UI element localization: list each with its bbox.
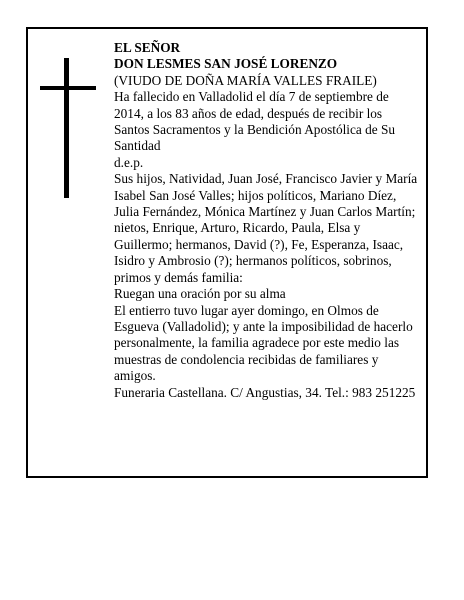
prayer-request: Ruegan una oración por su alma: [114, 286, 286, 302]
widower-of: (VIUDO DE DOÑA MARÍA VALLES FRAILE): [114, 72, 377, 88]
burial-note: El entierro tuvo lugar ayer domingo, en Olmos de Esgueva (Valladolid); y ante la imposibilidad de hacerlo personalmente, la familia agradece por este medio las muestras de condolencia recibidas de familiares y amigos.: [114, 302, 413, 384]
cross-horizontal-bar: [40, 86, 96, 90]
obituary-title: EL SEÑOR: [114, 40, 181, 55]
family-list: Sus hijos, Natividad, Juan José, Francisco Javier y María Isabel San José Valles; hijos políticos, Mariano Díez, Julia Fernández, Mónica Martínez y Juan Carlos Martín; nietos, Enrique, Arturo, Ricardo, Paula, Elsa y Guillermo; hermanos, David (?), Fe, Esperanza, Isaac, Isidro y Ambrosio (?); hermanos políticos, sobrinos, primos y demás familia:: [114, 171, 418, 285]
cross-vertical-bar: [64, 58, 69, 198]
death-statement: Ha fallecido en Valladolid el día 7 de septiembre de 2014, a los 83 años de edad, después de recibir los Santos Sacramentos y la Bendición Apostólica de Su Santidad: [114, 89, 396, 154]
obituary-text: [114, 40, 420, 401]
obituary-notice: [26, 27, 428, 478]
funeral-home: Funeraria Castellana. C/ Angustias, 34. Tel.: 983 251225: [114, 384, 416, 400]
deceased-name: DON LESMES SAN JOSÉ LORENZO: [114, 56, 338, 72]
rip-abbreviation: d.e.p.: [114, 154, 144, 170]
latin-cross-icon: [40, 58, 96, 198]
